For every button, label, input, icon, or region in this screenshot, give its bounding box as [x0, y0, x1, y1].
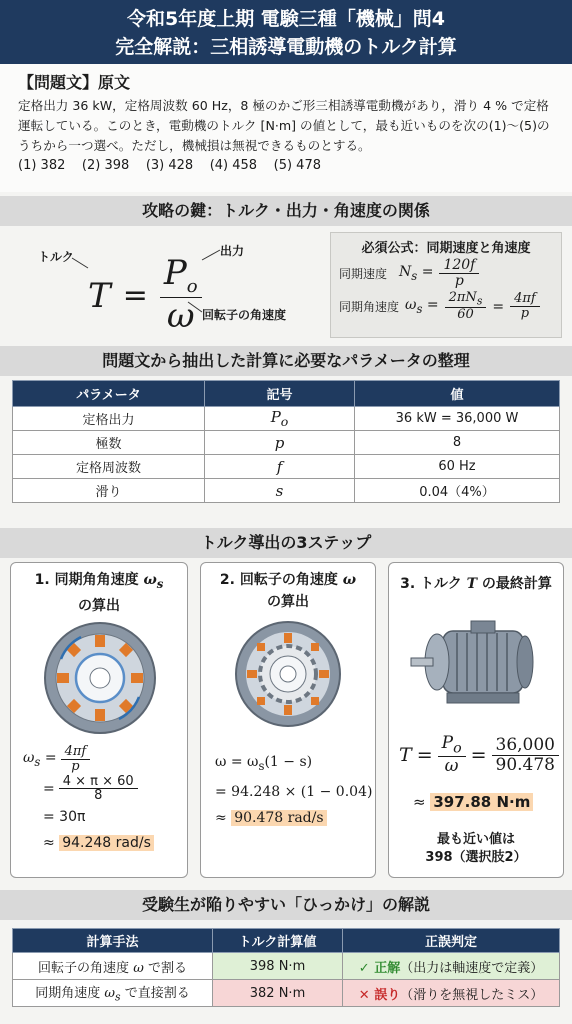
- ns-symbol: N: [399, 264, 412, 281]
- table-row: [13, 431, 560, 455]
- ws-symbol: ω: [405, 297, 417, 314]
- step3-title: 3. トルク T の最終計算: [400, 576, 552, 592]
- step1-card: [10, 562, 188, 878]
- torque-label: トルク: [38, 250, 74, 264]
- param-value: 8: [355, 431, 560, 455]
- step2-result: 90.478 rad/s: [231, 810, 326, 826]
- step2-calc: $\omega = \omega_s(1 - s)$ = 94.248 × (1 − 0.04) ≈ 90.478 rad/s: [215, 754, 373, 826]
- trap-heading: 受験生が陥りやすい「ひっかけ」の解説: [0, 890, 572, 920]
- sync-omega-formula: 同期角速度 $\omega_s$ = $\frac{2\pi N_s}{60}$ = $\frac{4\pi f}{p}$: [339, 291, 553, 322]
- table-row: [13, 407, 560, 431]
- param-symbol: s: [205, 479, 355, 503]
- page-subtitle: 完全解説：三相誘導電動機のトルク計算: [115, 36, 457, 58]
- formula-box: [330, 232, 562, 338]
- stator-icon: [41, 619, 159, 737]
- col-symbol: 記号: [205, 381, 355, 407]
- col-param: パラメータ: [13, 381, 205, 407]
- step3-card: [388, 562, 564, 878]
- steps-heading: トルク導出の3ステップ: [0, 528, 572, 558]
- param-symbol: p: [205, 431, 355, 455]
- trap-header-row: [13, 929, 560, 953]
- param-name: 定格出力: [13, 407, 205, 431]
- omega-pointer: [186, 300, 204, 314]
- formula-p-sub: o: [186, 275, 198, 297]
- step1-calc: $\omega_s$ = $\frac{4\pi f}{p}$ = $\frac{4 \times \pi \times 60}{8}$ = 30π ≈ 94.248 rad/s: [23, 745, 183, 856]
- param-name: 定格周波数: [13, 455, 205, 479]
- param-value: 0.04（4%）: [355, 479, 560, 503]
- ns-numerator: 120f: [439, 258, 479, 274]
- ws-den1: 60: [457, 307, 474, 323]
- problem-label: 【問題文】原文: [18, 73, 131, 92]
- output-label: 出力: [220, 244, 245, 258]
- param-value: 60 Hz: [355, 455, 560, 479]
- params-header-row: [13, 381, 560, 407]
- step3-equation: T = $\frac{P_o}{\omega}$ = $\frac{36,000}{90.478}$: [399, 735, 559, 776]
- ns-fraction: [439, 258, 479, 289]
- step1-result: 94.248 rad/s: [59, 835, 154, 851]
- ws-num1-sub: s: [476, 294, 483, 308]
- ns-sub: s: [411, 268, 418, 283]
- output-pointer: [200, 248, 222, 262]
- formula-t: T: [88, 275, 111, 316]
- problem-text: 定格出力 36 kW，定格周波数 60 Hz，8 極のかご形三相誘導電動機があり，滑り 4 % で定格運転している。このとき，電動機のトルク [N·m] の値として，最も近いものを次の(1)〜(5)のうちから一つ選べ。ただし，機械損は無視できるものとする。: [18, 98, 550, 153]
- param-name: 滑り: [13, 479, 205, 503]
- sync-omega-label: 同期角速度: [339, 300, 400, 315]
- ws-den2: p: [520, 305, 530, 321]
- param-symbol: $P_o$: [205, 407, 355, 431]
- col-method: 計算手法: [13, 929, 213, 953]
- params-table: [12, 380, 560, 503]
- step1-title: 1. 同期角角速度 $\omega_s$ の算出: [34, 572, 164, 614]
- choice-5: (5) 478: [273, 158, 321, 173]
- final-answer: [389, 831, 563, 867]
- ws-num2: 4πf: [510, 292, 540, 307]
- motor-icon: [407, 613, 547, 713]
- ws-num1: 2πN: [448, 290, 477, 306]
- ws-fraction-2: [510, 292, 540, 321]
- formula-box-title: 必須公式：同期速度と角速度: [361, 241, 531, 256]
- torque-formula: [10, 230, 330, 340]
- col-value: 値: [355, 381, 560, 407]
- ns-denominator: p: [454, 272, 464, 289]
- param-name: 極数: [13, 431, 205, 455]
- param-symbol: f: [205, 455, 355, 479]
- formula-omega: ω: [166, 295, 195, 336]
- torque-pointer: [70, 256, 90, 270]
- choice-list: [18, 158, 554, 173]
- ws-fraction-1: [445, 291, 487, 322]
- table-row: [13, 479, 560, 503]
- col-torque: トルク計算値: [213, 929, 343, 953]
- choice-3: (3) 428: [145, 158, 194, 173]
- key-heading: 攻略の鍵：トルク・出力・角速度の関係: [0, 196, 572, 226]
- step3-result-line: ≈ 397.88 N·m: [413, 793, 533, 811]
- ws-sub: s: [416, 302, 423, 317]
- choice-4: (4) 458: [209, 158, 258, 173]
- correct-mark: ✓ 正解: [358, 960, 401, 976]
- col-judgement: 正誤判定: [343, 929, 560, 953]
- choice-2: (2) 398: [81, 158, 130, 173]
- trap-value: 382 N·m: [213, 980, 343, 1007]
- choice-1: (1) 382: [18, 158, 66, 173]
- param-value: 36 kW = 36,000 W: [355, 407, 560, 431]
- torque-equation: T = $\frac{P_o}{\omega}$: [88, 256, 202, 335]
- sync-speed-formula: 同期速度 $N_s$ = $\frac{120f}{p}$: [339, 258, 553, 289]
- table-row: [13, 455, 560, 479]
- rotor-icon: [233, 619, 343, 729]
- table-row: 同期角速度 $\omega_s$ で直接割る 382 N·m ✕ 誤り（滑りを無視したミス）: [13, 980, 560, 1007]
- step3-result: 397.88 N·m: [430, 793, 533, 811]
- formula-p: P: [163, 253, 187, 293]
- page-title: 令和5年度上期 電験三種「機械」問4: [126, 8, 446, 30]
- trap-value: 398 N·m: [213, 953, 343, 980]
- omega-label: 回転子の角速度: [202, 308, 287, 322]
- final-answer-label: 最も近い値は: [436, 832, 515, 847]
- params-heading: 問題文から抽出した計算に必要なパラメータの整理: [0, 346, 572, 376]
- step2-title: 2. 回転子の角速度 ω の算出: [219, 572, 357, 610]
- sync-speed-label: 同期速度: [339, 267, 388, 282]
- table-row: 回転子の角速度 ω で割る 398 N·m ✓ 正解（出力は軸速度で定義）: [13, 953, 560, 980]
- trap-table: [12, 928, 560, 1007]
- final-answer-value: 398（選択肢2）: [425, 850, 527, 865]
- page-header: [0, 0, 572, 64]
- problem-section: [0, 64, 572, 192]
- wrong-mark: ✕ 誤り: [358, 987, 401, 1003]
- step2-card: [200, 562, 376, 878]
- formula-fraction: [160, 253, 202, 336]
